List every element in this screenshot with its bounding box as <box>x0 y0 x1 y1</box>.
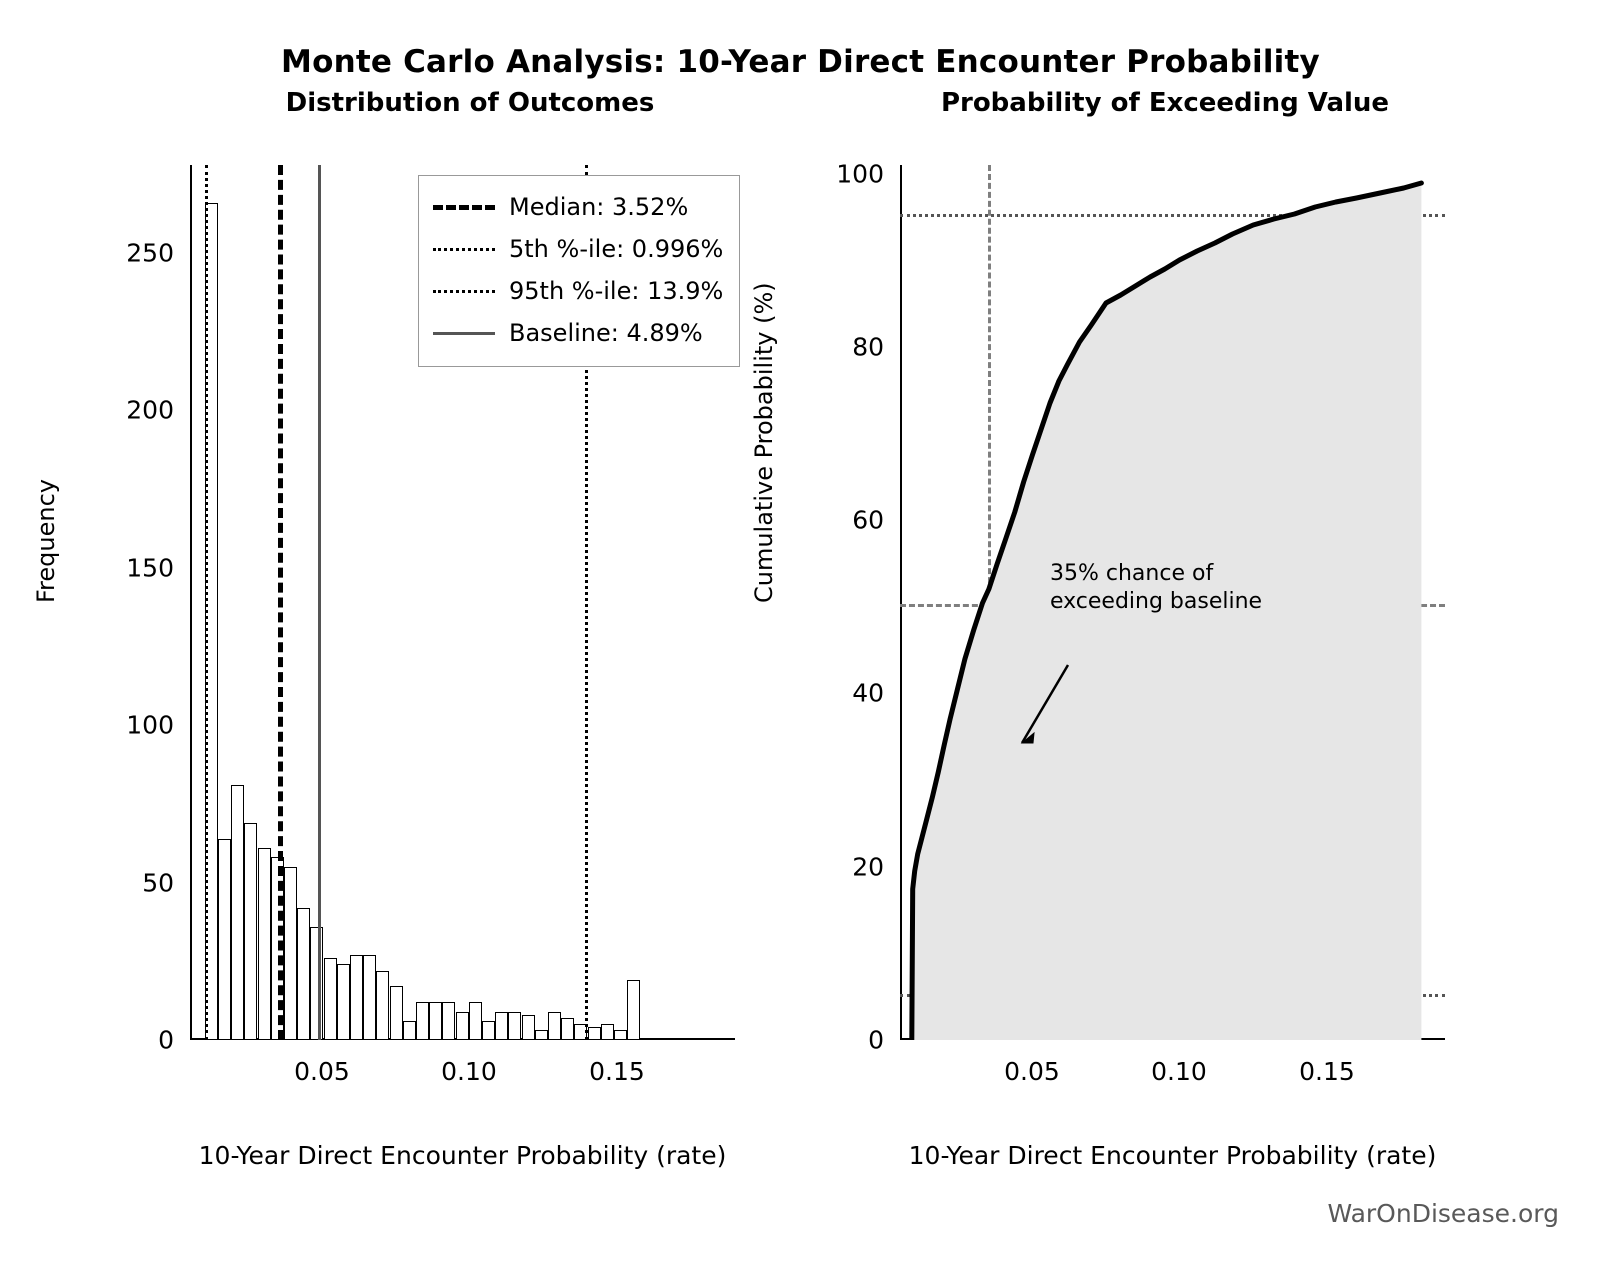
legend-label: 95th %-ile: 13.9% <box>509 277 724 305</box>
baseline-vline <box>318 165 321 1040</box>
ytick-label: 150 <box>126 553 174 583</box>
histogram-bar <box>601 1024 614 1040</box>
histogram-bar <box>244 823 257 1040</box>
cdf-axes <box>750 159 1445 1170</box>
cdf-annotation: 35% chance of exceeding baseline <box>1050 561 1263 614</box>
histogram-bar <box>376 971 389 1040</box>
median-vline <box>278 165 283 1040</box>
right-yaxis-label: Cumulative Probability (%) <box>750 281 778 603</box>
xtick-label: 0.15 <box>1299 1057 1355 1086</box>
histogram-bar <box>548 1012 561 1040</box>
watermark: WarOnDisease.org <box>1327 1199 1559 1228</box>
histogram-bar <box>508 1012 521 1040</box>
left-panel-title: Distribution of Outcomes <box>285 88 655 118</box>
left-axis-spine <box>190 165 192 1040</box>
histogram-bar <box>350 955 363 1040</box>
histogram-bar <box>429 1002 442 1040</box>
histogram-bar <box>337 964 350 1040</box>
legend-item-p5 <box>433 228 723 270</box>
ytick-label: 50 <box>142 868 174 898</box>
ytick-label: 100 <box>126 710 174 740</box>
ytick-label: 0 <box>868 1025 884 1055</box>
histogram-bar <box>231 785 244 1040</box>
xtick-label: 0.05 <box>294 1057 350 1086</box>
ytick-label: 200 <box>126 395 174 425</box>
histogram-bar <box>535 1030 548 1040</box>
legend-label: Baseline: 4.89% <box>509 319 703 347</box>
histogram-bar <box>456 1012 469 1040</box>
left-xaxis-label: 10-Year Direct Encounter Probability (rate) <box>198 1141 727 1170</box>
legend-label: 5th %-ile: 0.996% <box>509 235 724 263</box>
histogram-bar <box>561 1018 574 1040</box>
ytick-label: 60 <box>852 505 884 535</box>
ytick-label: 40 <box>852 678 884 708</box>
p5-vline <box>205 165 208 1040</box>
histogram-bar <box>310 927 323 1040</box>
ytick-label: 80 <box>852 332 884 362</box>
histogram-bar <box>482 1021 495 1040</box>
legend-item-median <box>433 186 723 228</box>
ytick-label: 20 <box>852 852 884 882</box>
histogram-bar <box>324 958 337 1040</box>
right-panel-title: Probability of Exceeding Value <box>940 88 1390 118</box>
histogram-bar <box>218 839 231 1040</box>
dotted-line-icon <box>433 290 495 293</box>
xtick-label: 0.15 <box>589 1057 645 1086</box>
xtick-label: 0.05 <box>1004 1057 1060 1086</box>
legend-item-baseline <box>433 312 723 354</box>
legend-label: Median: 3.52% <box>509 193 689 221</box>
histogram-bar <box>390 986 403 1040</box>
histogram-bar <box>614 1030 627 1040</box>
ytick-label: 0 <box>158 1025 174 1055</box>
legend-item-p95 <box>433 270 723 312</box>
ytick-label: 250 <box>126 238 174 268</box>
histogram-bar <box>588 1027 601 1040</box>
right-xaxis-label: 10-Year Direct Encounter Probability (rate) <box>908 1141 1437 1170</box>
dashed-line-icon <box>433 205 495 210</box>
histogram-bar <box>363 955 376 1040</box>
figure-suptitle: Monte Carlo Analysis: 10-Year Direct Encounter Probability <box>281 44 1320 80</box>
histogram-bar <box>258 848 271 1040</box>
left-yaxis-label: Frequency <box>32 478 60 603</box>
left-panel-legend <box>418 175 740 367</box>
histogram-bar <box>297 908 310 1040</box>
histogram-bar <box>403 1021 416 1040</box>
histogram-bar <box>627 980 640 1040</box>
histogram-bar <box>495 1012 508 1040</box>
histogram-axes <box>32 165 735 1170</box>
solid-line-icon <box>433 332 495 335</box>
histogram-bar <box>442 1002 455 1040</box>
histogram-bar <box>469 1002 482 1040</box>
dotted-line-icon <box>433 248 495 251</box>
histogram-bar <box>416 1002 429 1040</box>
histogram-bar <box>284 867 297 1040</box>
ytick-label: 100 <box>836 159 884 189</box>
xtick-label: 0.10 <box>441 1057 497 1086</box>
histogram-bar <box>522 1015 535 1040</box>
xtick-label: 0.10 <box>1151 1057 1207 1086</box>
